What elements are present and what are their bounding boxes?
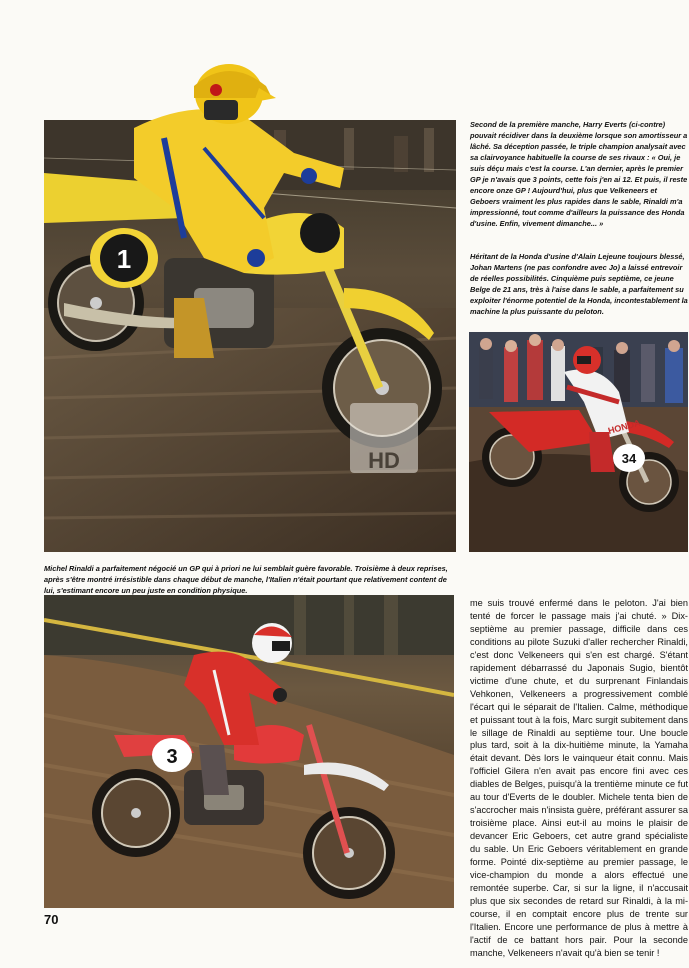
caption-everts-text: Second de la première manche, Harry Everts (ci-contre) pouvait récidiver dans la deuxième lorsque son amortisseur a lâché. Sa déception passée, le triple champion analysait avec sa clairvoyance habituelle la course de ses rivaux : « Oui, je suis déçu mais c'est la course. L'an dernier, après le premier GP je n'avais que 3 points, cette fois j'en ai 12. Et puis, il reste encore onze GP ! Aujourd'hui, plus que Velkeneers et Geboers vraiment les plus rapides dans le sable, Rinaldi m'a impressionné, tout comme d'ailleurs la puissance des Honda d'usine. Enfin, vivement dimanche... » [470,120,688,228]
watermark-text: HD [368,448,400,473]
photo-martens-honda [469,332,688,552]
article-body-text: me suis trouvé enfermé dans le peloton. J'ai bien tenté de forcer le passage mais j'ai chuté. » Dix-septième au premier passage, difficile dans ces conditions au pilote Suzuki d'aller rechercher Rinaldi, c'est donc Velkeneers qui s'en est chargé. S'étant rapidement débarrassé du Japonais Sugio, bientôt victime d'une chute, et du surprenant Finlandais Vehkonen, Velkeneers a progressivement comblé l'écart qui le séparait de l'Italien. Calme, méthodique et puissant tout à la fois, Marc surgit subitement dans le sillage de Rinaldi au septième tour. Une boucle plus tard, soit à la dix-huitième minute, la Yamaha était devant. Dès lors le vainqueur était connu. Mais l'officiel Gilera n'en avait pas encore fini avec ces diables de Belges, puisqu'à la trentième minute ce fut au tour d'Everts de le doubler. Michele tenta bien de s'accrocher mais n'insista guère, préférant assurer sa troisième place. Ainsi eut-il au moins le plaisir de devancer Eric Geboers, cet autre grand spécialiste du sable. Un Eric Geboers véritablement en grande forme. Pointé dix-septième au premier passage, le vice-champion du monde a alors effectué une remontée superbe. Car, si sur la ligne, il n'accusait plus que six secondes de retard sur Rinaldi, à la mi-course, il en comptait encore plus de trente sur l'Italien. Encore une performance de plus à mettre à l'actif de ce battant hors pair. Pour la seconde manche, Velkeneers n'avait qu'à bien se tenir ! [470,598,688,958]
caption-martens-text: Héritant de la Honda d'usine d'Alain Lejeune toujours blessé, Johan Martens (ne pas confondre avec Jo) a laissé entrevoir de réelles possibilités. Cinquième puis septième, ce jeune Belge de 21 ans, très à l'aise dans le sable, a parfaitement su exploiter l'énorme potentiel de la Honda, incontestablement la machine la plus puissante du peloton. [470,252,688,316]
caption-rinaldi-text: Michel Rinaldi a parfaitement négocié un GP qui à priori ne lui semblait guère favorable. Troisième à deux reprises, après s'être montré irrésistible dans chaque début de manche, l'Italien n'était pourtant que relativement content de lui, s'estimant encore un peu juste en condition physique. [44,564,448,595]
photo-rinaldi-red-bike [44,595,454,908]
bike-number-34: 34 [621,451,637,466]
caption-rinaldi [44,563,456,596]
bike-number-1: 1 [116,244,132,274]
caption-everts [470,119,688,229]
caption-martens [470,251,688,317]
page-number: 70 [44,912,59,927]
bike-number-3: 3 [166,746,178,768]
article-body [470,597,688,960]
jersey-honda-text: HONDA [606,417,642,436]
photo-everts-yellow-bike [44,58,456,552]
